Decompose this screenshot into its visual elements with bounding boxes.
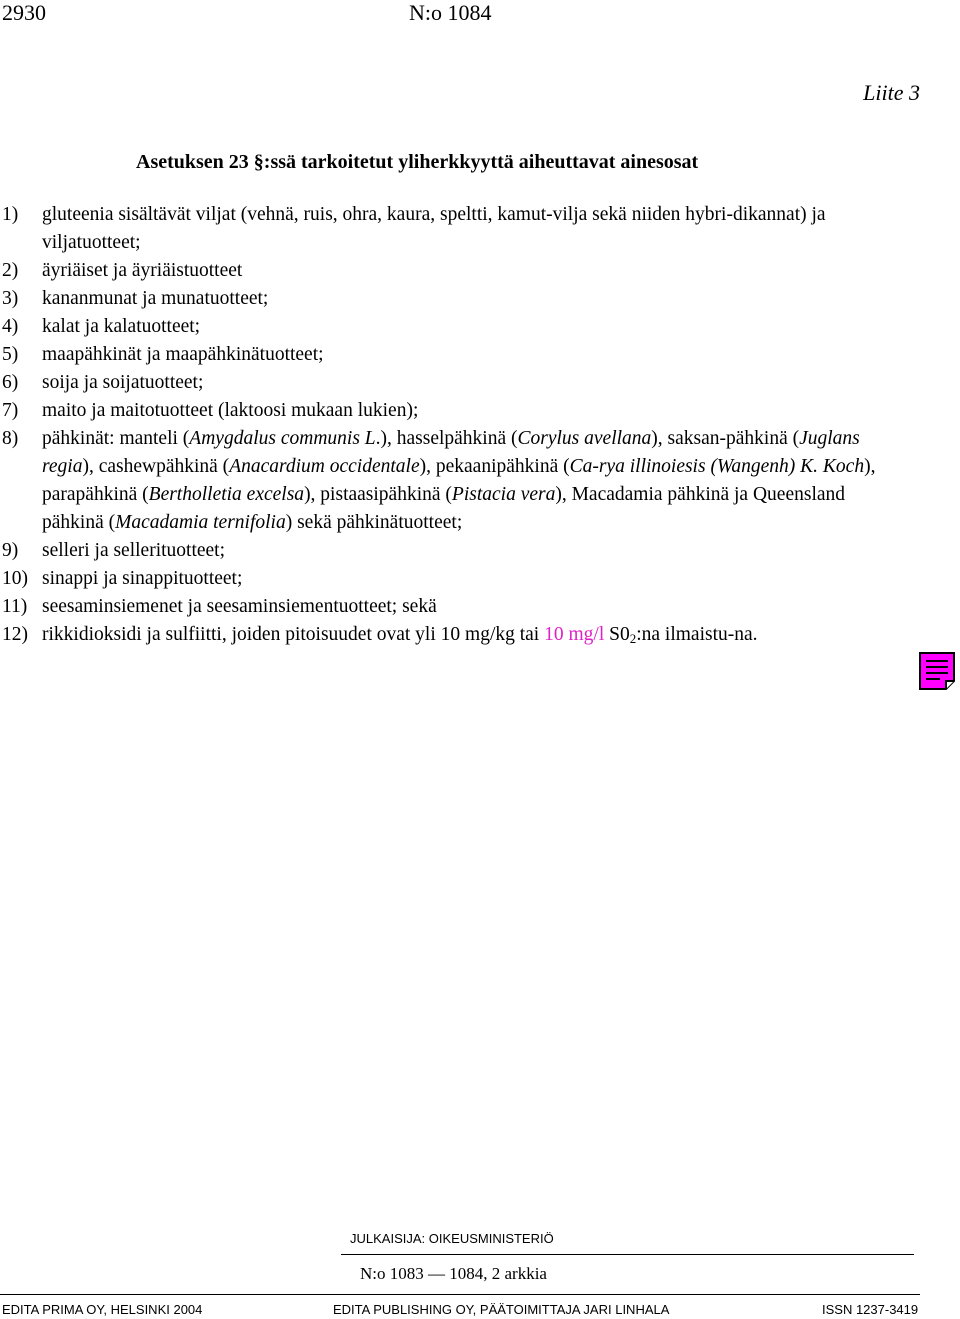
list-item xyxy=(0,257,905,285)
list-item-text: kalat ja kalatuotteet; xyxy=(42,316,201,337)
list-item-text: seesaminsiemenet ja seesaminsiementuotteet; sekä xyxy=(42,596,437,617)
text-segment: rikkidioksidi ja sulfiitti, joiden pitoisuudet ovat yli 10 mg/kg tai xyxy=(42,624,545,645)
printer-info: EDITA PRIMA OY, HELSINKI 2004 xyxy=(2,1302,203,1317)
list-item-text xyxy=(42,621,905,653)
list-item-number: 4) xyxy=(2,316,19,337)
latin-name: Pistacia vera xyxy=(451,484,556,505)
list-item xyxy=(0,285,905,313)
list-item xyxy=(0,369,905,397)
text-segment: .), hasselpähkinä ( xyxy=(375,428,518,449)
list-item xyxy=(0,565,905,593)
editor-info: EDITA PUBLISHING OY, PÄÄTOIMITTAJA JARI LINHALA xyxy=(333,1302,670,1317)
footer-divider xyxy=(341,1254,914,1255)
list-item xyxy=(0,593,905,621)
list-item-number: 3) xyxy=(2,288,19,309)
list-item xyxy=(0,621,905,653)
list-item-text: soija ja soijatuotteet; xyxy=(42,372,204,393)
text-segment: :na ilmaistu-na. xyxy=(636,624,758,645)
series-info: N:o 1083 — 1084, 2 arkkia xyxy=(360,1264,547,1283)
list-item-number: 11) xyxy=(2,596,28,617)
publisher: JULKAISIJA: OIKEUSMINISTERIÖ xyxy=(350,1231,554,1246)
list-item-number: 12) xyxy=(2,624,28,645)
text-segment: 2 xyxy=(629,631,637,646)
text-segment: ), cashewpähkinä ( xyxy=(82,456,230,477)
text-segment: ), pekaanipähkinä ( xyxy=(419,456,570,477)
issn: ISSN 1237-3419 xyxy=(822,1302,919,1317)
list-item-text: maapähkinät ja maapähkinätuotteet; xyxy=(42,344,324,365)
list-item-number: 7) xyxy=(2,400,19,421)
list-item-text xyxy=(42,425,905,537)
list-item xyxy=(0,397,905,425)
latin-name: Amygdalus communis L xyxy=(189,428,376,449)
list-item-text: sinappi ja sinappituotteet; xyxy=(42,568,243,589)
list-item-number: 2) xyxy=(2,260,19,281)
text-segment: ), saksan-pähkinä ( xyxy=(651,428,800,449)
list-item-text: maito ja maitotuotteet (laktoosi mukaan lukien); xyxy=(42,400,419,421)
latin-name: Anacardium occidentale xyxy=(229,456,420,477)
page-number: 2930 xyxy=(2,0,46,25)
text-segment: ) sekä pähkinätuotteet; xyxy=(285,512,463,533)
list-item-text: selleri ja sellerituotteet; xyxy=(42,540,226,561)
list-item-text: kananmunat ja munatuotteet; xyxy=(42,288,269,309)
list-item-number: 10) xyxy=(2,568,28,589)
list-item-number: 1) xyxy=(2,204,19,225)
list-item-number: 9) xyxy=(2,540,19,561)
list-item-text: äyriäiset ja äyriäistuotteet xyxy=(42,260,243,281)
list-item-text: gluteenia sisältävät viljat (vehnä, ruis, ohra, kaura, speltti, kamut-vilja sekä niiden hybri-dikannat) ja viljatuotteet; xyxy=(42,204,826,253)
text-segment: ), pistaasipähkinä ( xyxy=(304,484,452,505)
note-icon[interactable] xyxy=(918,651,956,691)
list-item xyxy=(0,201,905,257)
latin-name: Bertholletia excelsa xyxy=(148,484,305,505)
footer-divider-bottom xyxy=(0,1294,920,1295)
text-segment: pähkinät: manteli ( xyxy=(42,428,190,449)
list-item-number: 6) xyxy=(2,372,19,393)
text-segment: ), parapähkinä ( xyxy=(42,456,876,505)
issue-number: N:o 1084 xyxy=(409,0,492,25)
text-segment: ), Macadamia pähkinä ja Queensland pähkinä ( xyxy=(42,484,846,533)
list-item xyxy=(0,313,905,341)
list-item xyxy=(0,341,905,369)
list-item xyxy=(0,537,905,565)
latin-name: Corylus avellana xyxy=(517,428,652,449)
latin-name: Macadamia ternifolia xyxy=(115,512,286,533)
highlighted-text: 10 mg/l xyxy=(544,624,605,645)
list-item-number: 5) xyxy=(2,344,19,365)
latin-name: Juglans regia xyxy=(42,428,860,477)
list-item xyxy=(0,425,905,537)
allergen-list xyxy=(0,201,905,653)
latin-name: Ca-rya illinoiesis (Wangenh) K. Koch xyxy=(569,456,865,477)
document-title: Asetuksen 23 §:ssä tarkoitetut yliherkkyyttä aiheuttavat ainesosat xyxy=(136,151,699,173)
appendix-label: Liite 3 xyxy=(863,80,920,105)
text-segment: S0 xyxy=(604,624,630,645)
list-item-number: 8) xyxy=(2,428,19,449)
